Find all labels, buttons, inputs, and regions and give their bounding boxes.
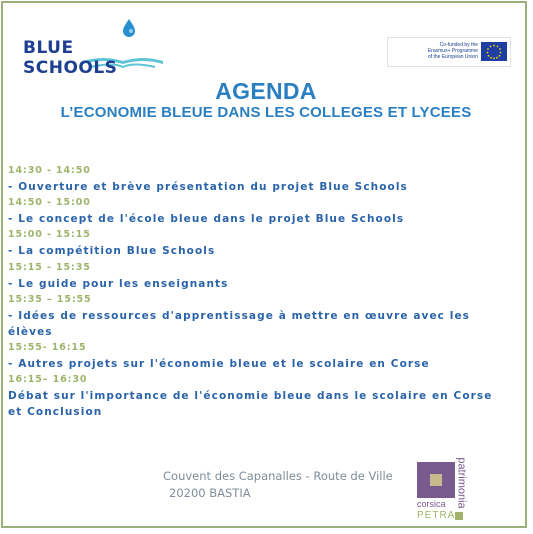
eu-flag-icon bbox=[481, 42, 507, 61]
petra-square bbox=[417, 462, 455, 498]
agenda-time: 16:15– 16:30 bbox=[8, 374, 88, 386]
agenda-item: - Le guide pour les enseignants bbox=[8, 277, 229, 290]
blue-schools-logo bbox=[23, 17, 173, 78]
erasmus-cofunded-badge bbox=[387, 37, 511, 67]
agenda-time: 15:35 – 15:55 bbox=[8, 293, 92, 305]
logo-text: BLUE SCHOOLS bbox=[23, 38, 118, 78]
address-line-2: 20200 BASTIA bbox=[169, 486, 251, 500]
agenda-item: Débat sur l'importance de l'économie bleue dans le scolaire en Corse bbox=[8, 390, 493, 403]
agenda-time: 15:15 - 15:35 bbox=[8, 261, 91, 273]
agenda-item: et Conclusion bbox=[8, 406, 103, 419]
page-subtitle: L’ECONOMIE BLEUE DANS LES COLLEGES ET LYCEES bbox=[60, 104, 472, 121]
agenda-list bbox=[8, 163, 522, 421]
eu-text bbox=[392, 42, 478, 61]
eu-line-2: Erasmus+ Programme bbox=[427, 48, 478, 55]
agenda-item: - Autres projets sur l'économie bleue et le scolaire en Corse bbox=[8, 358, 430, 371]
agenda-item: - La compétition Blue Schools bbox=[8, 245, 216, 258]
patrimonia-text: patrimonia bbox=[455, 457, 468, 509]
eu-line-3: of the European Union bbox=[427, 54, 478, 61]
agenda-time: 14:30 - 14:50 bbox=[8, 165, 91, 176]
address-line-1: Couvent des Capanalles - Route de Ville bbox=[163, 469, 393, 483]
agenda-time: 15:55- 16:15 bbox=[8, 342, 87, 354]
patrimonia-vertical-label bbox=[455, 455, 478, 517]
agenda-item: - Idées de ressources d'apprentissage à mettre en œuvre avec les bbox=[8, 309, 471, 322]
agenda-time: 15:00 - 15:15 bbox=[8, 229, 91, 241]
agenda-item: élèves bbox=[8, 325, 53, 338]
agenda-item: - Le concept de l'école bleue dans le projet Blue Schools bbox=[8, 213, 405, 226]
eu-line-1: Co-funded by the bbox=[439, 42, 478, 48]
venue-address bbox=[163, 468, 393, 502]
document-frame bbox=[1, 1, 527, 528]
petra-text: PETRA bbox=[417, 510, 456, 521]
page-title: AGENDA bbox=[215, 78, 317, 104]
petra-corsica-text: corsica bbox=[417, 499, 446, 509]
agenda-time: 14:50 - 15:00 bbox=[8, 197, 91, 209]
agenda-item: - Ouverture et brève présentation du projet Blue Schools bbox=[8, 181, 408, 194]
